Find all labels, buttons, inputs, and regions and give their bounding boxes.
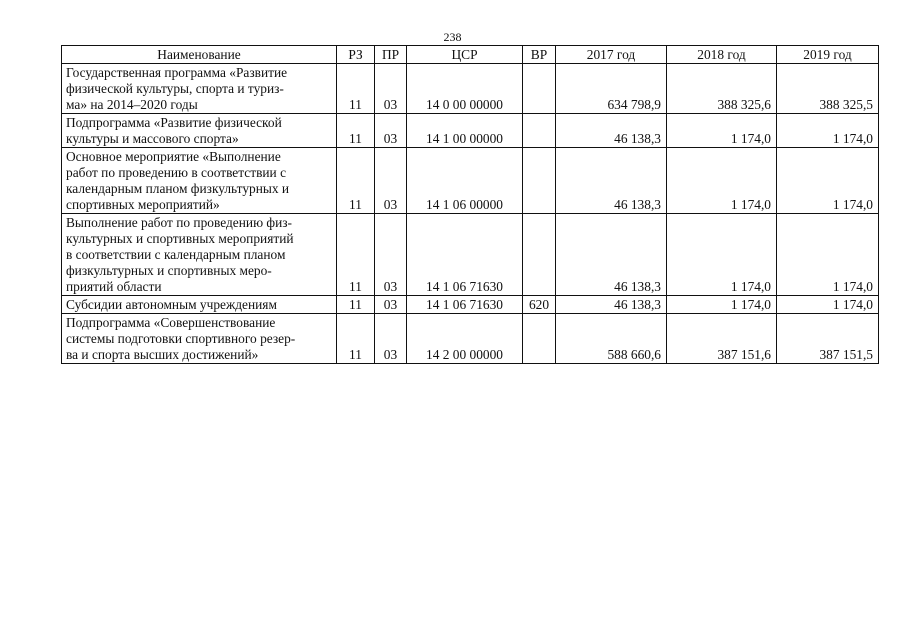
header-2018: 2018 год [667, 46, 777, 64]
row-2019: 1 174,0 [777, 148, 879, 214]
row-csr: 14 1 06 00000 [407, 148, 523, 214]
table-row [62, 296, 879, 314]
row-2019: 1 174,0 [777, 214, 879, 296]
row-2019: 387 151,5 [777, 314, 879, 364]
row-vr [523, 214, 556, 296]
row-name-line: физкультурных и спортивных меро- [66, 263, 272, 278]
row-2018: 387 151,6 [667, 314, 777, 364]
row-name-line: Государственная программа «Развитие [66, 65, 288, 80]
row-2018: 1 174,0 [667, 148, 777, 214]
row-name-line: культуры и массового спорта» [66, 131, 239, 146]
row-csr: 14 1 00 00000 [407, 114, 523, 148]
row-rz: 11 [337, 314, 375, 364]
row-name [62, 296, 337, 314]
row-2018: 1 174,0 [667, 214, 777, 296]
row-2017: 588 660,6 [556, 314, 667, 364]
row-name [62, 214, 337, 296]
header-2017: 2017 год [556, 46, 667, 64]
page-number: 238 [443, 30, 462, 44]
row-pr: 03 [375, 114, 407, 148]
row-vr [523, 64, 556, 114]
table-row [62, 64, 879, 114]
header-pr: ПР [375, 46, 407, 64]
row-name-line: Подпрограмма «Развитие физической [66, 115, 282, 130]
row-csr: 14 2 00 00000 [407, 314, 523, 364]
row-2017: 634 798,9 [556, 64, 667, 114]
header-name: Наименование [62, 46, 337, 64]
table-row [62, 314, 879, 364]
row-csr: 14 0 00 00000 [407, 64, 523, 114]
row-pr: 03 [375, 314, 407, 364]
row-name-line: физической культуры, спорта и туриз- [66, 81, 284, 96]
row-pr: 03 [375, 296, 407, 314]
row-name [62, 114, 337, 148]
row-name-line: Основное мероприятие «Выполнение [66, 149, 281, 164]
row-name-line: Выполнение работ по проведению физ- [66, 215, 293, 230]
row-rz: 11 [337, 148, 375, 214]
row-name-line: Подпрограмма «Совершенствование [66, 315, 276, 330]
row-2017: 46 138,3 [556, 114, 667, 148]
row-csr: 14 1 06 71630 [407, 296, 523, 314]
row-2019: 1 174,0 [777, 114, 879, 148]
row-vr [523, 114, 556, 148]
row-vr [523, 148, 556, 214]
row-pr: 03 [375, 148, 407, 214]
row-2018: 388 325,6 [667, 64, 777, 114]
row-rz: 11 [337, 114, 375, 148]
row-2017: 46 138,3 [556, 214, 667, 296]
table-row [62, 148, 879, 214]
row-name-line: ма» на 2014–2020 годы [66, 97, 198, 112]
row-name-line: спортивных мероприятий» [66, 197, 220, 212]
row-pr: 03 [375, 64, 407, 114]
header-csr: ЦСР [407, 46, 523, 64]
row-pr: 03 [375, 214, 407, 296]
row-name-line: в соответствии с календарным планом [66, 247, 286, 262]
row-2019: 388 325,5 [777, 64, 879, 114]
header-rz: РЗ [337, 46, 375, 64]
row-name-line: работ по проведению в соответствии с [66, 165, 287, 180]
row-name-line: календарным планом физкультурных и [66, 181, 290, 196]
row-name-line: приятий области [66, 279, 162, 294]
header-vr: ВР [523, 46, 556, 64]
table-header-row [62, 46, 879, 64]
row-name-line: культурных и спортивных мероприятий [66, 231, 294, 246]
row-name-line: ва и спорта высших достижений» [66, 347, 259, 362]
row-csr: 14 1 06 71630 [407, 214, 523, 296]
row-name [62, 64, 337, 114]
row-name [62, 314, 337, 364]
row-name [62, 148, 337, 214]
row-vr: 620 [523, 296, 556, 314]
row-2019: 1 174,0 [777, 296, 879, 314]
row-2017: 46 138,3 [556, 296, 667, 314]
table-row [62, 214, 879, 296]
row-2018: 1 174,0 [667, 114, 777, 148]
row-name-line: Субсидии автономным учреждениям [66, 297, 277, 312]
row-vr [523, 314, 556, 364]
header-2019: 2019 год [777, 46, 879, 64]
row-2017: 46 138,3 [556, 148, 667, 214]
table-row [62, 114, 879, 148]
row-rz: 11 [337, 296, 375, 314]
row-rz: 11 [337, 64, 375, 114]
row-2018: 1 174,0 [667, 296, 777, 314]
budget-table [61, 45, 879, 364]
row-name-line: системы подготовки спортивного резер- [66, 331, 296, 346]
row-rz: 11 [337, 214, 375, 296]
